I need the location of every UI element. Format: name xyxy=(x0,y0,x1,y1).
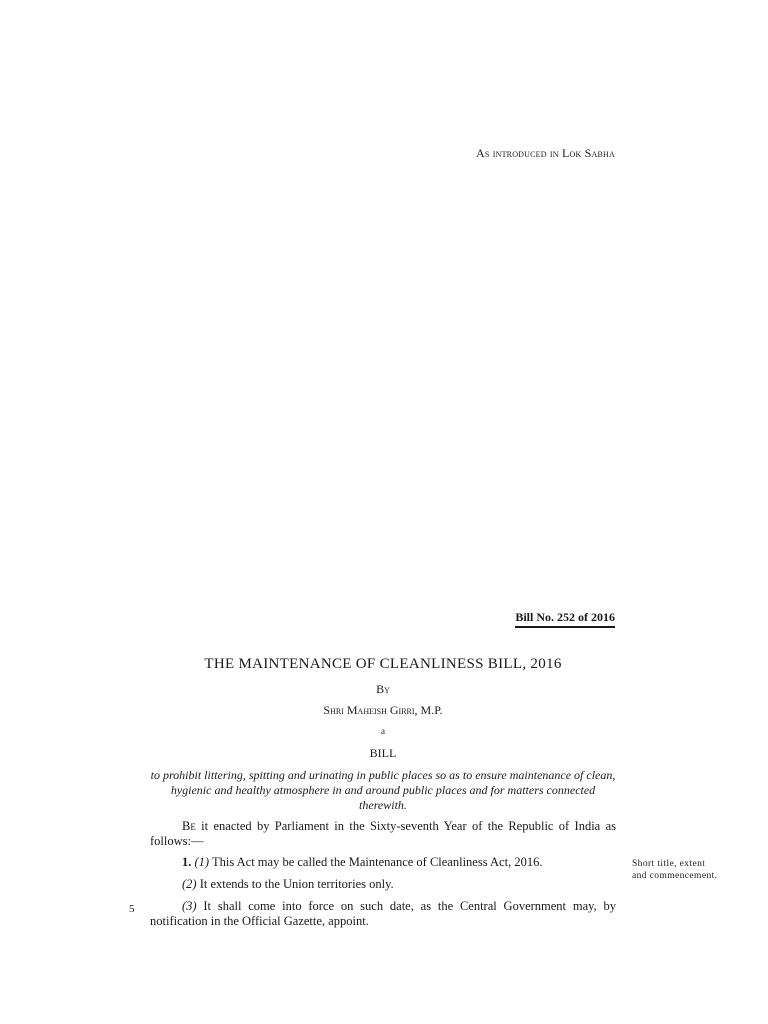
clause-3 xyxy=(150,899,616,929)
bill-label: BILL xyxy=(369,746,397,760)
enacting-formula xyxy=(150,819,616,849)
article-a: a xyxy=(381,726,385,736)
section-number: 1. xyxy=(182,855,192,869)
clause-1 xyxy=(150,855,616,870)
by-line: By xyxy=(376,682,390,696)
enacting-text: it enacted by Parliament in the Sixty-seventh Year of the Republic of India as follows:— xyxy=(150,819,616,848)
clause-text: This Act may be called the Maintenance of Cleanliness Act, 2016. xyxy=(209,855,543,869)
subsection-number: (1) xyxy=(194,855,210,869)
line-number: 5 xyxy=(129,903,135,915)
bill-title: THE MAINTENANCE OF CLEANLINESS BILL, 2016 xyxy=(204,656,562,672)
long-title: to prohibit littering, spitting and urinating in public places so as to ensure maintenance of clean, hygienic and healthy atmosphere in and around public places and for matters connected therewith. xyxy=(150,768,616,812)
enacting-lead: Be xyxy=(182,819,196,833)
subsection-number: (3) xyxy=(182,899,197,913)
bill-number: Bill No. 252 of 2016 xyxy=(515,610,615,628)
mover-name: Shri Maheish Girri, M.P. xyxy=(323,703,443,717)
subsection-number: (2) xyxy=(182,877,197,891)
marginal-note: Short title, extent and commencement. xyxy=(632,859,718,881)
clause-text: It extends to the Union territories only. xyxy=(196,877,394,891)
clause-text: It shall come into force on such date, as the Central Government may, by notification in the Official Gazette, appoint. xyxy=(150,899,616,928)
introduced-line: As introduced in Lok Sabha xyxy=(476,146,615,160)
clause-2 xyxy=(150,877,616,892)
